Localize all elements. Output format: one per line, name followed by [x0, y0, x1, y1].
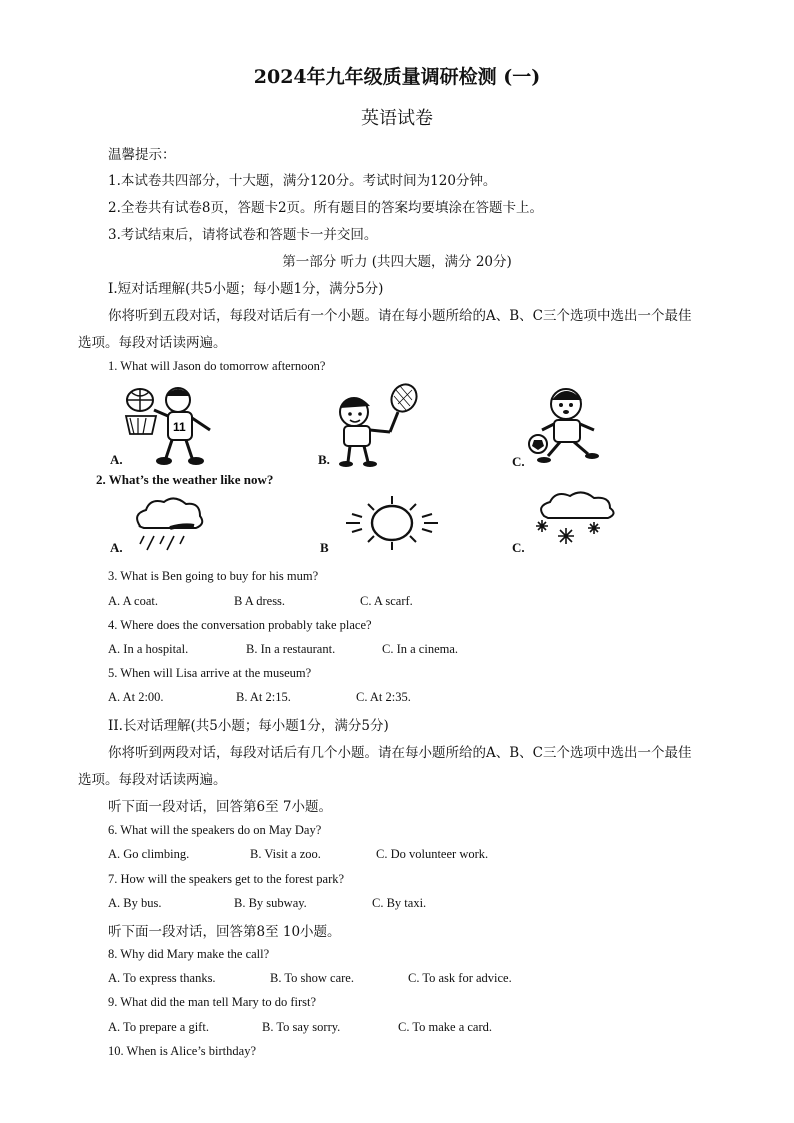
- q7-option-c: C. By taxi.: [372, 896, 427, 910]
- q2-option-a-label: A.: [110, 540, 123, 555]
- q1-option-a-label: A.: [110, 452, 123, 467]
- section1-instruction-1: 你将听到五段对话，每段对话后有一个小题。请在每小题所给的A、B、C三个选项中选出一个最佳: [108, 308, 692, 324]
- exam-title: 2024年九年级质量调研检测 (一): [253, 66, 541, 88]
- q5-option-a: A. At 2:00.: [108, 690, 164, 704]
- section1-heading: I.短对话理解(共5小题；每小题1分，满分5分): [108, 281, 384, 297]
- q4-option-c: C. In a cinema.: [382, 642, 459, 656]
- q5-options: [108, 690, 708, 706]
- q5-option-c: C. At 2:35.: [356, 690, 411, 704]
- q6-option-a: A. Go climbing.: [108, 847, 190, 861]
- q4-option-a: A. In a hospital.: [108, 642, 189, 656]
- soccer-player-icon: [520, 384, 610, 468]
- section2-heading: II.长对话理解(共5小题；每小题1分，满分5分): [108, 718, 389, 734]
- q5-text: 5. When will Lisa arrive at the museum?: [108, 666, 312, 680]
- q7-option-b: B. By subway.: [234, 896, 307, 910]
- q2-text: 2. What’s the weather like now?: [96, 472, 274, 487]
- q6-option-c: C. Do volunteer work.: [376, 847, 489, 861]
- q1-text: 1. What will Jason do tomorrow afternoon?: [108, 359, 326, 373]
- q10-text: 10. When is Alice’s birthday?: [108, 1044, 257, 1058]
- q7-options: [108, 896, 708, 912]
- q8-option-c: C. To ask for advice.: [408, 971, 512, 985]
- q8-options: [108, 971, 708, 987]
- q5-option-b: B. At 2:15.: [236, 690, 291, 704]
- tip-3: 3.考试结束后，请将试卷和答题卡一并交回。: [108, 227, 378, 243]
- q9-option-b: B. To say sorry.: [262, 1020, 341, 1034]
- q6-option-b: B. Visit a zoo.: [250, 847, 321, 861]
- q2-option-b-label: B: [320, 540, 329, 555]
- section2-instruction-2: 选项。每段对话读两遍。: [78, 772, 227, 788]
- tips-heading: 温馨提示：: [108, 147, 176, 163]
- q7-option-a: A. By bus.: [108, 896, 162, 910]
- q2-option-c-label: C.: [512, 540, 525, 555]
- q4-options: [108, 642, 708, 658]
- snow-cloud-icon: [530, 490, 626, 552]
- sun-icon: [342, 492, 442, 554]
- q1-option-c-label: C.: [512, 454, 525, 469]
- svg-text:11: 11: [173, 420, 186, 434]
- q7-text: 7. How will the speakers get to the forest park?: [108, 872, 345, 886]
- rain-cloud-icon: [130, 496, 210, 552]
- q6-options: [108, 847, 708, 863]
- part1-heading: 第一部分 听力 (共四大题，满分 20分): [282, 254, 512, 270]
- section2-instruction-1: 你将听到两段对话，每段对话后有几个小题。请在每小题所给的A、B、C三个选项中选出一个最佳: [108, 745, 692, 761]
- q8-option-a: A. To express thanks.: [108, 971, 216, 985]
- q3-option-c: C. A scarf.: [360, 594, 413, 608]
- q6-text: 6. What will the speakers do on May Day?: [108, 823, 322, 837]
- q8-option-b: B. To show care.: [270, 971, 354, 985]
- q9-option-c: C. To make a card.: [398, 1020, 493, 1034]
- basketball-player-icon: [118, 382, 228, 468]
- q9-text: 9. What did the man tell Mary to do first?: [108, 995, 317, 1009]
- q8-text: 8. Why did Mary make the call?: [108, 947, 270, 961]
- q1-option-b-label: B.: [318, 452, 330, 467]
- q3-option-b: B A dress.: [234, 594, 286, 608]
- q3-options: [108, 594, 708, 610]
- q9-options: [108, 1020, 708, 1036]
- dialogue1-note: 听下面一段对话，回答第6至 7小题。: [108, 799, 332, 815]
- tip-1: 1.本试卷共四部分，十大题，满分120分。考试时间为120分钟。: [108, 173, 497, 189]
- q4-text: 4. Where does the conversation probably take place?: [108, 618, 372, 632]
- section1-instruction-2: 选项。每段对话读两遍。: [78, 335, 227, 351]
- tennis-player-icon: [328, 382, 428, 468]
- q4-option-b: B. In a restaurant.: [246, 642, 336, 656]
- dialogue2-note: 听下面一段对话，回答第8至 10小题。: [108, 924, 341, 940]
- q3-option-a: A. A coat.: [108, 594, 158, 608]
- q3-text: 3. What is Ben going to buy for his mum?: [108, 569, 319, 583]
- tip-2: 2.全卷共有试卷8页，答题卡2页。所有题目的答案均要填涂在答题卡上。: [108, 200, 544, 216]
- q9-option-a: A. To prepare a gift.: [108, 1020, 209, 1034]
- exam-subtitle: 英语试卷: [361, 108, 433, 129]
